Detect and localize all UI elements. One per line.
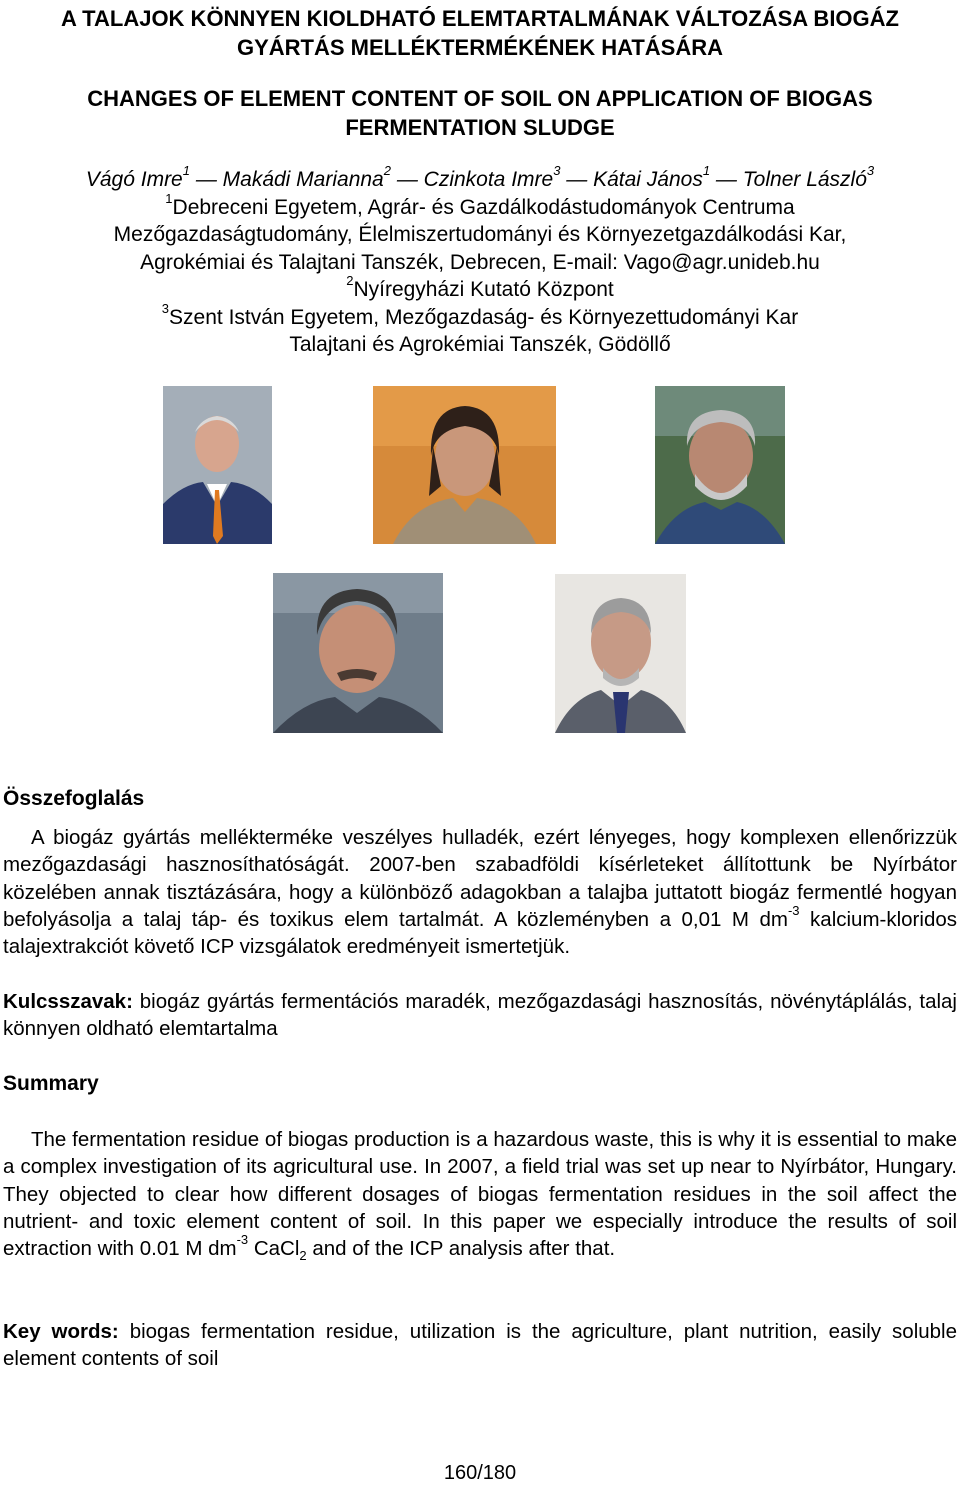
affiliation-1-line3: Agrokémiai és Talajtani Tanszék, Debrecen, E-mail: Vago@agr.unideb.hu (140, 250, 820, 274)
author-separator: — (710, 168, 743, 191)
affiliation-1-line2: Mezőgazdaságtudomány, Élelmiszertudományi és Környezetgazdálkodási Kar, (113, 223, 847, 247)
author-affil-sup: 1 (182, 163, 190, 178)
author-name: Kátai János (593, 168, 703, 191)
keywords-text: biogas fermentation residue, utilization is the agriculture, plant nutrition, easily soluble element contents of soil (3, 1320, 957, 1371)
affiliation-3-line1: Szent István Egyetem, Mezőgazdaság- és Környezettudományi Kar (169, 305, 799, 329)
affiliation-2 (0, 273, 960, 303)
author-separator: — (189, 168, 223, 191)
title-hu-line1: A TALAJOK KÖNNYEN KIOLDHATÓ ELEMTARTALMÁNAK VÁLTOZÁSA BIOGÁZ (61, 6, 899, 31)
abstract-en-text-b: CaCl (248, 1237, 300, 1261)
author-affil-sup: 2 (383, 163, 391, 178)
abstract-hu-text-b: kalcium-kloridos talajextrakciót követő ICP vizsgálatok eredményeit ismertetjük. (3, 907, 957, 959)
keywords-text: biogáz gyártás fermentációs maradék, mezőgazdasági hasznosítás, növénytáplálás, talaj könnyen oldható elemtartalma (3, 990, 957, 1041)
affiliation-1 (0, 191, 960, 221)
keywords-label: Kulcsszavak: (3, 990, 133, 1013)
author-photo (373, 386, 556, 544)
author-affil-sup: 3 (866, 163, 875, 178)
abstract-hu-text (3, 824, 957, 960)
title-hu-line2: GYÁRTÁS MELLÉKTERMÉKÉNEK HATÁSÁRA (236, 35, 724, 60)
abstract-en-keywords (3, 1318, 957, 1373)
affiliation-2-line1: Nyíregyházi Kutató Központ (353, 278, 614, 302)
affiliation-3 (0, 300, 960, 331)
affiliation-3-line2: Talajtani és Agrokémiai Tanszék, Gödöllő (289, 333, 671, 357)
author-name: Czinkota Imre (423, 168, 554, 191)
abstract-en-text-a: The fermentation residue of biogas production is a hazardous waste, this is why it is essential to make a complex investigation of its agricultural use. In 2007, a field trial was set up near to Nyírbátor, Hungary. They objected to clear how different dosages of biogas fermentation residues in the soil affect the nutrient- and toxic element content of soil. In this paper we especially introduce the results of soil extraction with 0.01 M dm (3, 1128, 957, 1261)
affiliations (0, 191, 960, 358)
author-name: Tolner László (742, 168, 867, 191)
title-english (0, 84, 960, 142)
abstract-en-text-c: and of the ICP analysis after that. (306, 1237, 616, 1261)
author-photo (163, 386, 272, 544)
author-photo (555, 574, 686, 733)
title-en-line1: CHANGES OF ELEMENT CONTENT OF SOIL ON APPLICATION OF BIOGAS (87, 86, 873, 111)
page-number: 160/180 (443, 1462, 517, 1484)
author-separator: — (390, 168, 424, 191)
abstract-hu-heading: Összefoglalás (3, 787, 145, 810)
author-name: Vágó Imre (85, 168, 183, 191)
keywords-label: Key words: (3, 1320, 119, 1343)
abstract-hu-text-a: A biogáz gyártás mellékterméke veszélyes hulladék, ezért lényeges, hogy komplexen ellenőrizzük mezőgazdasági hasznosíthatóságát. 2007-ben szabadföldi kísérleteket állítottunk be Nyírbátor közelében annak tisztázására, hogy a különböző adagokban a talajba juttatott biogáz fermentlé hogyan befolyásolja a talaj táp- és toxikus elem tartalmát. A közleményben a 0,01 M dm (3, 826, 957, 931)
title-hungarian (0, 4, 960, 62)
author-list (0, 163, 960, 194)
title-en-line2: FERMENTATION SLUDGE (345, 115, 615, 140)
abstract-en-heading: Summary (3, 1072, 99, 1095)
author-name: Makádi Marianna (222, 168, 384, 191)
exponent-sup: -3 (236, 1232, 249, 1248)
affiliation-sup: 3 (161, 300, 170, 316)
abstract-en-text (3, 1126, 957, 1262)
affiliation-sup: 1 (165, 191, 173, 206)
exponent-sup: -3 (787, 903, 800, 919)
author-separator: — (560, 168, 594, 191)
affiliation-1-line1: Debreceni Egyetem, Agrár- és Gazdálkodástudományok Centruma (172, 196, 795, 219)
author-affil-sup: 1 (702, 163, 711, 178)
author-photo (655, 386, 785, 544)
affiliation-sup: 2 (346, 273, 354, 289)
subscript: 2 (299, 1248, 307, 1264)
author-photo (273, 573, 443, 733)
abstract-hu-keywords (3, 988, 957, 1043)
author-affil-sup: 3 (553, 163, 561, 178)
